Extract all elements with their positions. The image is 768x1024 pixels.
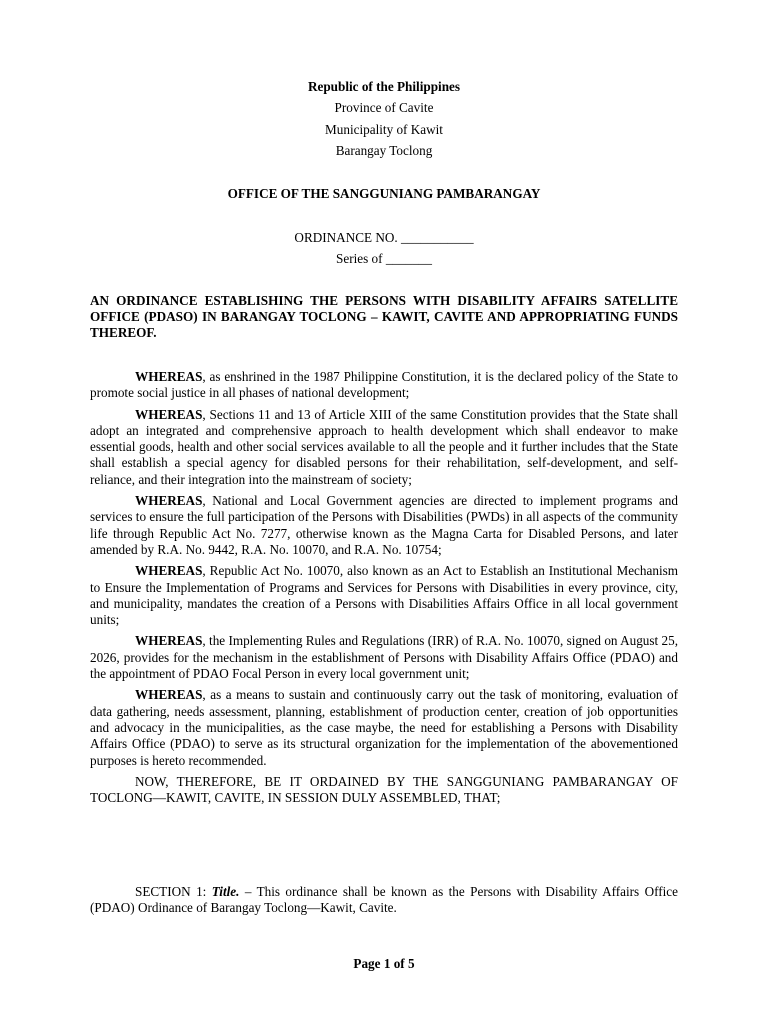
header-municipality: Municipality of Kawit	[325, 122, 443, 137]
page-word: Page	[353, 956, 384, 971]
whereas-text: , as enshrined in the 1987 Philippine Constitution, it is the declared policy of the State to promote social justice in all phases of national development;	[90, 369, 678, 401]
ordinance-series: Series of _______	[336, 251, 432, 266]
section-label: SECTION 1:	[135, 884, 212, 899]
section-text: – This ordinance shall be known as the Persons with Disability Affairs Office (PDAO) Ordinance of Barangay Toclong—Kawit, Cavite.	[90, 884, 679, 916]
header-republic: Republic of the Philippines	[307, 79, 461, 94]
whereas-lead: WHEREAS	[135, 563, 203, 579]
office-heading: OFFICE OF THE SANGGUNIANG PAMBARANGAY	[227, 186, 541, 201]
whereas-text: , Republic Act No. 10070, also known as an Act to Establish an Institutional Mechanism to Ensure the Implementation of Programs and Services for Persons with Disabilities in every province, city, and municipality, mandates the creation of a Persons with Disabilities Affairs Office in all local government units;	[90, 563, 678, 628]
whereas-text: , National and Local Government agencies are directed to implement programs and services to ensure the full participation of the Persons with Disabilities (PWDs) in all aspects of the community life through Republic Act No. 7277, otherwise known as the Magna Carta for Disabled Persons, and later amended by R.A. No. 9442, R.A. No. 10070, and R.A. No. 10754;	[90, 493, 678, 557]
ordinance-title: AN ORDINANCE ESTABLISHING THE PERSONS WITH DISABILITY AFFAIRS SATELLITE OFFICE (PDASO) IN BARANGAY TOCLONG – KAWIT, CAVITE AND APPROPRIATING FUNDS THEREOF.	[90, 293, 678, 340]
ordinance-number: ORDINANCE NO. ___________	[294, 230, 474, 245]
whereas-clause	[90, 563, 678, 628]
whereas-clause	[90, 687, 678, 768]
current-page-number: 1	[383, 956, 391, 971]
whereas-clause	[90, 633, 678, 682]
whereas-lead: WHEREAS	[135, 687, 203, 703]
whereas-lead: WHEREAS	[135, 369, 203, 384]
whereas-clause	[90, 407, 678, 488]
header-barangay: Barangay Toclong	[335, 143, 433, 158]
whereas-text: , the Implementing Rules and Regulations (IRR) of R.A. No. 10070, signed on August 25, 2026, provides for the mechanism in the establishment of Persons with Disability Affairs Office (PDAO) and the appointment of PDAO Focal Person in every local government unit;	[90, 633, 678, 682]
section-1	[90, 884, 678, 917]
section-title: Title.	[211, 884, 240, 899]
of-word: of	[390, 956, 408, 971]
whereas-clause	[90, 369, 678, 402]
whereas-lead: WHEREAS	[135, 406, 203, 422]
whereas-lead: WHEREAS	[135, 493, 203, 509]
whereas-text: , as a means to sustain and continuously carry out the task of monitoring, evaluation of data gathering, needs assessment, planning, establishment of production center, creation of job opportunities and advocacy in the municipalities, as the case maybe, the need for establishing a Persons with Disability Affairs Office (PDAO) to serve as its structural organization for the implementation of the abovementioned purposes is hereto recommended.	[90, 687, 678, 768]
whereas-clause	[90, 493, 678, 558]
whereas-text: , Sections 11 and 13 of Article XIII of the same Constitution provides that the State shall adopt an integrated and comprehensive approach to health development which shall endeavor to make essential goods, health and other social services available to all the people and it further includes that the State shall establish a special agency for disabled persons for their rehabilitation, self-development, and self-reliance, and their integration into the mainstream of society;	[90, 406, 678, 487]
header-province: Province of Cavite	[334, 100, 434, 115]
whereas-lead: WHEREAS	[135, 633, 203, 649]
ordained-clause: NOW, THEREFORE, BE IT ORDAINED BY THE SANGGUNIANG PAMBARANGAY OF TOCLONG—KAWIT, CAVITE, IN SESSION DULY ASSEMBLED, THAT;	[90, 773, 678, 806]
whereas-clauses	[90, 369, 678, 811]
total-pages-number: 5	[408, 956, 415, 971]
page-footer	[0, 956, 768, 972]
